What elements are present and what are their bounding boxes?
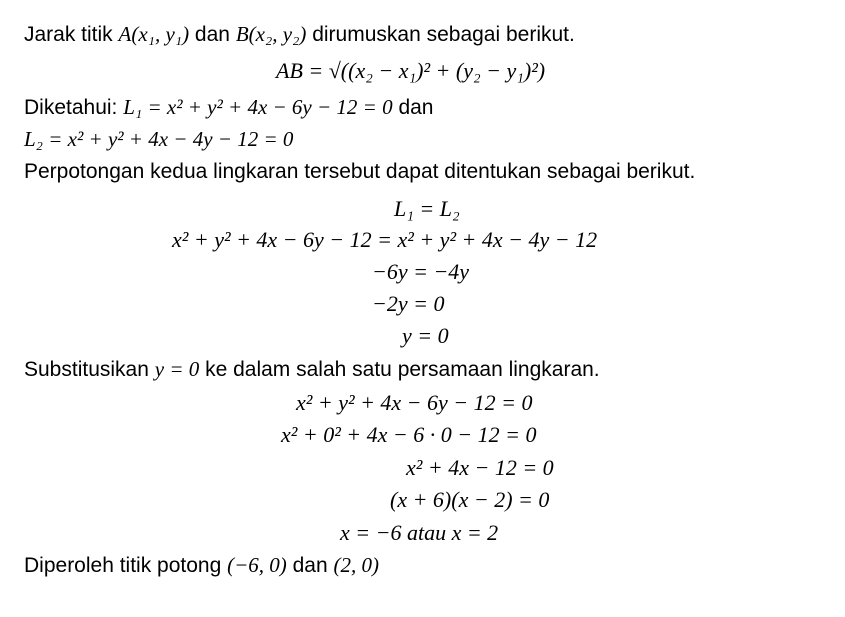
l2-equation: L₂ = x² + y² + 4x − 4y − 12 = 0 [24, 127, 294, 151]
point-b-notation: B(x₂, y₂) [235, 22, 307, 46]
given-connector: dan [392, 96, 434, 119]
intersection-step-1: L₁ = L₂ [394, 196, 460, 221]
intersection-step-2: x² + y² + 4x − 6y − 12 = x² + y² + 4x − 4y − 12 [172, 227, 598, 252]
conclusion-line [24, 552, 379, 579]
intersection-step-5: y = 0 [402, 323, 449, 348]
intro-line [24, 21, 575, 48]
intro-text-3: dirumuskan sebagai berikut. [306, 23, 575, 46]
substitute-math: y = 0 [154, 357, 200, 381]
intersection-point-1: (−6, 0) [227, 553, 287, 577]
substitution-step-2: x² + 0² + 4x − 6 · 0 − 12 = 0 [281, 422, 537, 447]
substitute-line [24, 356, 600, 383]
intro-text-2: dan [189, 23, 236, 46]
intersection-point-2: (2, 0) [333, 553, 380, 577]
intro-text-1: Jarak titik [24, 23, 119, 46]
substitute-text-2: ke dalam salah satu persamaan lingkaran. [199, 358, 600, 381]
substitution-step-3: x² + 4x − 12 = 0 [406, 455, 554, 480]
conclusion-text-2: dan [286, 554, 334, 577]
point-a-notation: A(x₁, y₁) [118, 22, 190, 46]
intersection-step-4: −2y = 0 [372, 291, 445, 316]
substitution-step-5: x = −6 atau x = 2 [340, 520, 499, 545]
given-label: Diketahui: [24, 96, 124, 119]
l1-equation: L₁ = x² + y² + 4x − 6y − 12 = 0 [123, 95, 393, 119]
substitute-text-1: Substitusikan [24, 358, 155, 381]
conclusion-text-1: Diperoleh titik potong [24, 554, 228, 577]
intersection-intro: Perpotongan kedua lingkaran tersebut dapat ditentukan sebagai berikut. [24, 160, 696, 183]
intersection-step-3: −6y = −4y [372, 259, 470, 284]
given-l1-line [24, 94, 433, 121]
substitution-step-4: (x + 6)(x − 2) = 0 [390, 487, 550, 512]
distance-formula: AB = √((x₂ − x₁)² + (y₂ − y₁)²) [276, 58, 546, 83]
substitution-step-1: x² + y² + 4x − 6y − 12 = 0 [296, 390, 533, 415]
